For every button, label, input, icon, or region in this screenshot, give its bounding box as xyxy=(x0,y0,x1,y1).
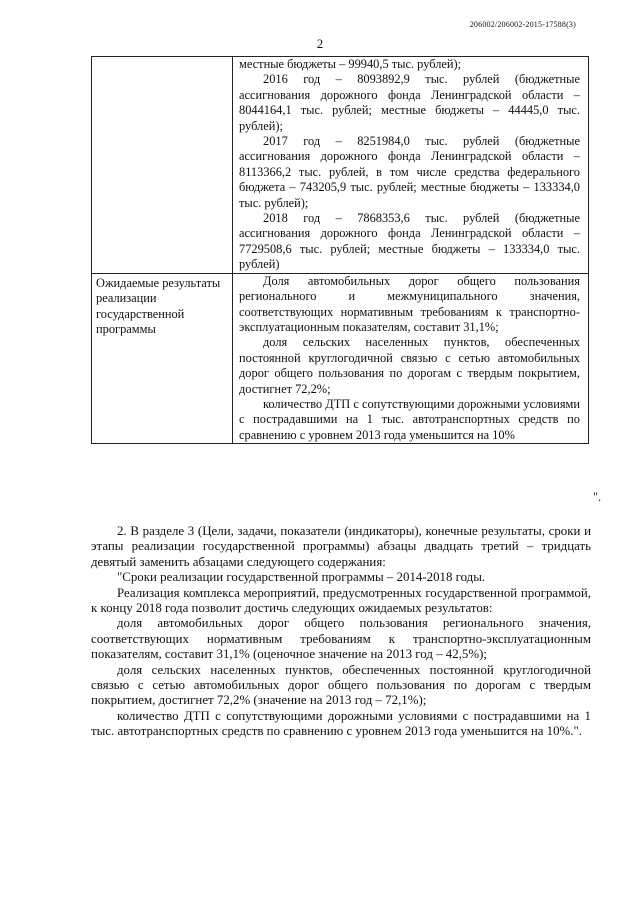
document-id: 206002/206002-2015-17588(3) xyxy=(469,20,576,29)
body-paragraph: доля сельских населенных пунктов, обеспеченных постоянной круглогодичной связью с сетью автомобильных дорог общего пользования по дорогам с твердым покрытием, достигнет 72,2% (значение на 2013 год – 72,1%); xyxy=(91,662,591,708)
funding-paragraph: местные бюджеты – 99940,5 тыс. рублей); xyxy=(239,57,462,71)
result-paragraph: Доля автомобильных дорог общего пользования регионального и межмуниципального значения, соответствующих нормативным требованиям к транспортно-эксплуатационным показателям, составит 31,1%; xyxy=(239,273,580,334)
table-row xyxy=(92,273,589,443)
results-cell xyxy=(233,273,589,443)
table-cell-label-empty xyxy=(92,57,233,274)
closing-quote: ". xyxy=(593,490,602,504)
funding-cell xyxy=(233,57,589,274)
page-number: 2 xyxy=(316,36,324,51)
body-paragraph: количество ДТП с сопутствующими дорожными условиями с пострадавшими на 1 тыс. автотранспортных средств по сравнению с уровнем 2013 года уменьшится на 10%.". xyxy=(91,708,591,739)
result-paragraph: доля сельских населенных пунктов, обеспеченных постоянной круглогодичной связью с сетью автомобильных дорог общего пользования по дорогам с твердым покрытием, достигнет 72,2%; xyxy=(239,335,580,396)
body-paragraph: 2. В разделе 3 (Цели, задачи, показатели (индикаторы), конечные результаты, сроки и этапы реализации государственной программы) абзацы двадцать третий – тридцать девятый заменить абзацами следующего содержания: xyxy=(91,524,591,569)
passport-table xyxy=(91,56,589,444)
funding-paragraph: 2017 год – 8251984,0 тыс. рублей (бюджетные ассигнования дорожного фонда Ленинградской области – 8113366,2 тыс. рублей, в том числе средства федерального бюджета – 743205,9 тыс. рублей; местные бюджеты – 133334,0 тыс. рублей); xyxy=(239,134,580,210)
body-paragraph: Реализация комплекса мероприятий, предусмотренных государственной программой, к концу 2018 года позволит достичь следующих ожидаемых результатов: xyxy=(91,585,591,616)
body-paragraph: доля автомобильных дорог общего пользования регионального значения, соответствующих нормативным требованиям к транспортно-эксплуатационным показателям, составит 31,1% (оценочное значение на 2013 год – 42,5%); xyxy=(91,616,591,662)
funding-paragraph: 2018 год – 7868353,6 тыс. рублей (бюджетные ассигнования дорожного фонда Ленинградской области – 7729508,6 тыс. рублей; местные бюджеты – 133334,0 тыс. рублей) xyxy=(239,211,580,272)
results-label: Ожидаемые результаты реализации государственной программы xyxy=(92,273,233,443)
table-row xyxy=(92,57,589,274)
result-paragraph: количество ДТП с сопутствующими дорожными условиями с пострадавшими на 1 тыс. автотранспортных средств по сравнению с уровнем 2013 года уменьшится на 10% xyxy=(239,396,580,442)
body-paragraph: "Сроки реализации государственной программы – 2014-2018 годы. xyxy=(117,570,486,585)
body-text xyxy=(91,524,591,740)
funding-paragraph: 2016 год – 8093892,9 тыс. рублей (бюджетные ассигнования дорожного фонда Ленинградской области – 8044164,1 тыс. рублей; местные бюджеты – 44445,0 тыс. рублей); xyxy=(239,72,580,133)
